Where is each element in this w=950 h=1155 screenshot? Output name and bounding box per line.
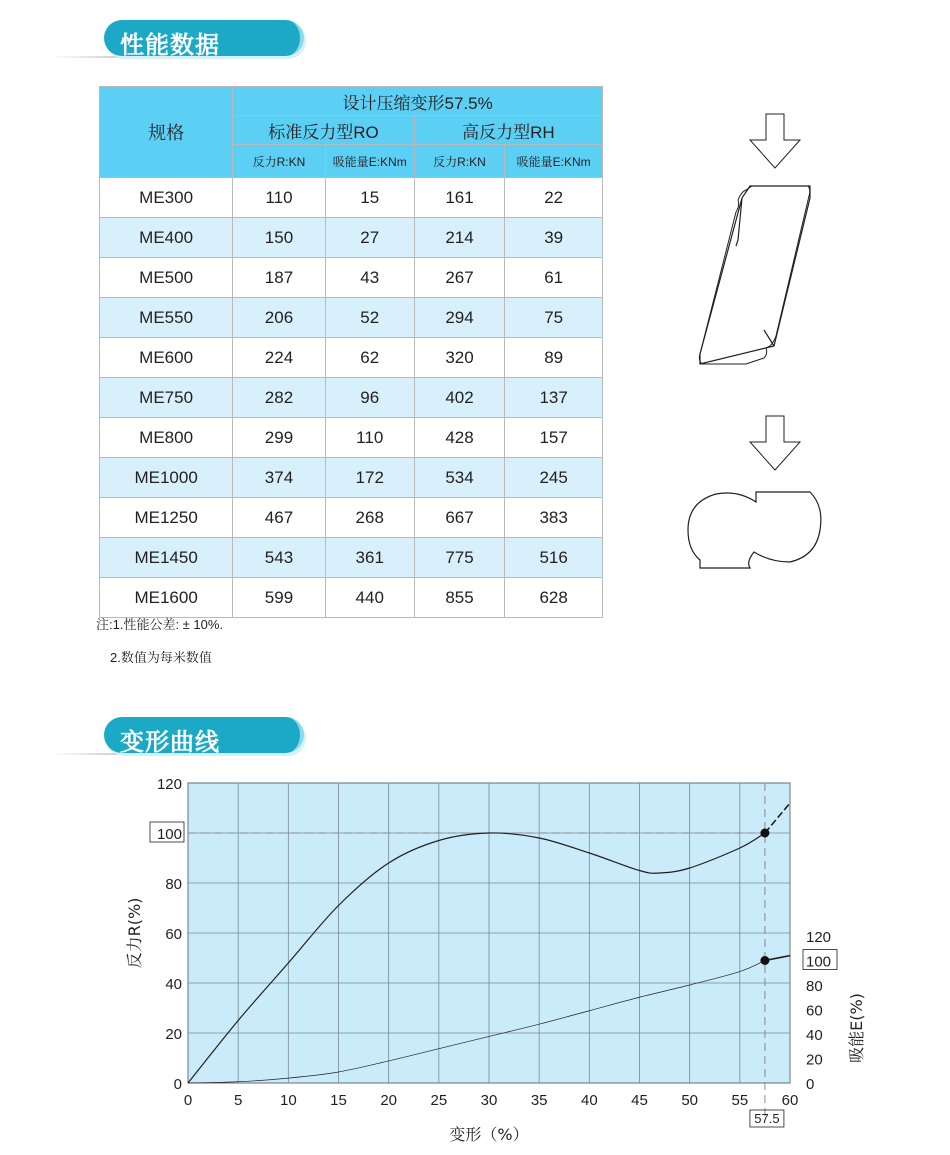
table-cell: 402 <box>414 378 505 418</box>
design-point-label: 57.5 <box>754 1111 780 1126</box>
right-tick-label: 0 <box>806 1076 815 1093</box>
table-cell: 61 <box>505 258 603 298</box>
x-tick-label: 15 <box>330 1092 347 1109</box>
table-cell: 516 <box>505 538 603 578</box>
curve-section-header <box>50 711 310 761</box>
design-point-box <box>750 1110 784 1127</box>
table-cell: 440 <box>325 578 414 618</box>
spec-cell: ME1250 <box>100 498 233 538</box>
x-tick-label: 60 <box>781 1092 799 1109</box>
left-tick-label: 120 <box>156 776 182 793</box>
table-cell: 214 <box>414 218 505 258</box>
group-rh-header: 高反力型RH <box>414 116 602 145</box>
table-row <box>100 578 603 618</box>
series-layer <box>188 803 790 1083</box>
table-row <box>100 418 603 458</box>
right-tick-label: 120 <box>806 929 832 946</box>
performance-section-header <box>50 14 310 64</box>
right-tick-label: 80 <box>806 978 823 995</box>
x-tick-label: 50 <box>681 1092 699 1109</box>
table-cell: 855 <box>414 578 505 618</box>
table-cell: 15 <box>325 178 414 218</box>
table-cell: 267 <box>414 258 505 298</box>
right-tick-label: 40 <box>806 1027 823 1044</box>
table-cell: 27 <box>325 218 414 258</box>
table-cell: 96 <box>325 378 414 418</box>
table-cell: 52 <box>325 298 414 338</box>
fender-profile-undeformed <box>700 186 810 364</box>
performance-table <box>99 86 603 618</box>
table-row <box>100 378 603 418</box>
table-cell: 161 <box>414 178 505 218</box>
left-tick-label: 20 <box>165 1026 182 1043</box>
spec-cell: ME800 <box>100 418 233 458</box>
table-cell: 187 <box>233 258 325 298</box>
table-cell: 75 <box>505 298 603 338</box>
table-cell: 62 <box>325 338 414 378</box>
spec-cell: ME550 <box>100 298 233 338</box>
right-tick-label: 20 <box>806 1051 823 1069</box>
design-header: 设计压缩变形57.5% <box>233 87 603 116</box>
x-tick-label: 40 <box>580 1092 598 1109</box>
x-tick-label: 10 <box>279 1092 297 1109</box>
table-cell: 282 <box>233 378 325 418</box>
table-cell: 172 <box>325 458 414 498</box>
table-cell: 268 <box>325 498 414 538</box>
table-cell: 137 <box>505 378 603 418</box>
table-row <box>100 218 603 258</box>
plot-area <box>188 783 790 1083</box>
x-tick-label: 55 <box>731 1092 749 1109</box>
left-tick-label: 60 <box>165 926 182 943</box>
curve-title: 变形曲线 <box>120 728 220 756</box>
table-cell: 374 <box>233 458 325 498</box>
sub-header: 吸能量E:KNm <box>505 145 603 178</box>
table-cell: 206 <box>233 298 325 338</box>
series-extension-energy <box>765 956 790 961</box>
series-line-reaction <box>188 833 765 1083</box>
table-cell: 361 <box>325 538 414 578</box>
table-row <box>100 178 603 218</box>
table-cell: 775 <box>414 538 505 578</box>
design-point-marker <box>760 829 769 838</box>
table-row <box>100 458 603 498</box>
left-tick-label: 40 <box>165 976 182 993</box>
spec-cell: ME1000 <box>100 458 233 498</box>
left-tick-label: 100 <box>156 826 182 843</box>
right-tick-label: 100 <box>806 953 832 971</box>
note-tolerance: 注:1.性能公差: ± 10%. <box>96 617 224 632</box>
x-tick-label: 45 <box>631 1092 648 1109</box>
x-tick-label: 30 <box>480 1092 498 1109</box>
table-cell: 599 <box>233 578 325 618</box>
left-tick-label: 0 <box>173 1076 182 1093</box>
sub-header: 吸能量E:KNm <box>325 145 414 178</box>
table-cell: 534 <box>414 458 505 498</box>
spec-cell: ME1600 <box>100 578 233 618</box>
table-cell: 294 <box>414 298 505 338</box>
spec-cell: ME500 <box>100 258 233 298</box>
x-axis-label: 变形（%） <box>449 1125 529 1144</box>
table-cell: 89 <box>505 338 603 378</box>
x-tick-label: 20 <box>380 1092 398 1109</box>
x-axis-ticks <box>184 1092 799 1127</box>
table-cell: 299 <box>233 418 325 458</box>
spec-cell: ME750 <box>100 378 233 418</box>
x-tick-label: 35 <box>530 1092 548 1109</box>
table-cell: 110 <box>233 178 325 218</box>
sub-header: 反力R:KN <box>233 145 325 178</box>
table-cell: 224 <box>233 338 325 378</box>
x-tick-label: 0 <box>183 1092 193 1109</box>
reference-box-right <box>803 950 837 970</box>
table-cell: 22 <box>505 178 603 218</box>
table-cell: 467 <box>233 498 325 538</box>
spec-cell: ME1450 <box>100 538 233 578</box>
table-row <box>100 338 603 378</box>
left-tick-label: 80 <box>165 876 182 893</box>
grid-lines <box>188 783 790 1118</box>
series-line-energy <box>188 961 765 1084</box>
compression-arrow-icon <box>750 416 800 470</box>
table-cell: 543 <box>233 538 325 578</box>
right-tick-label: 60 <box>806 1002 823 1020</box>
spec-header: 规格 <box>100 87 233 178</box>
right-axis-ticks <box>803 929 837 1093</box>
table-cell: 150 <box>233 218 325 258</box>
table-row <box>100 298 603 338</box>
right-axis-label: 吸能E(%) <box>847 993 866 1063</box>
table-cell: 628 <box>505 578 603 618</box>
sub-header: 反力R:KN <box>414 145 505 178</box>
table-cell: 39 <box>505 218 603 258</box>
table-cell: 157 <box>505 418 603 458</box>
table-row <box>100 258 603 298</box>
left-axis-label: 反力R(%) <box>125 897 144 969</box>
table-row <box>100 538 603 578</box>
table-cell: 383 <box>505 498 603 538</box>
x-tick-label: 5 <box>233 1092 243 1109</box>
note-per-meter: 2.数值为每米数值 <box>110 650 212 665</box>
spec-cell: ME600 <box>100 338 233 378</box>
fender-diagrams <box>680 110 830 580</box>
table-cell: 428 <box>414 418 505 458</box>
performance-title: 性能数据 <box>120 31 220 59</box>
table-cell: 667 <box>414 498 505 538</box>
table-cell: 320 <box>414 338 505 378</box>
group-ro-header: 标准反力型RO <box>233 116 415 145</box>
compression-arrow-icon <box>750 114 800 168</box>
series-extension-reaction <box>765 803 790 833</box>
fender-outline-icon <box>699 186 809 364</box>
reference-box-left <box>150 822 184 842</box>
left-axis-ticks <box>150 776 184 1093</box>
x-tick-label: 25 <box>430 1092 448 1109</box>
table-cell: 43 <box>325 258 414 298</box>
design-point-marker <box>760 956 769 965</box>
table-cell: 110 <box>325 418 414 458</box>
table-cell: 245 <box>505 458 603 498</box>
spec-cell: ME300 <box>100 178 233 218</box>
table-row <box>100 498 603 538</box>
spec-cell: ME400 <box>100 218 233 258</box>
fender-profile-compressed <box>688 492 821 568</box>
